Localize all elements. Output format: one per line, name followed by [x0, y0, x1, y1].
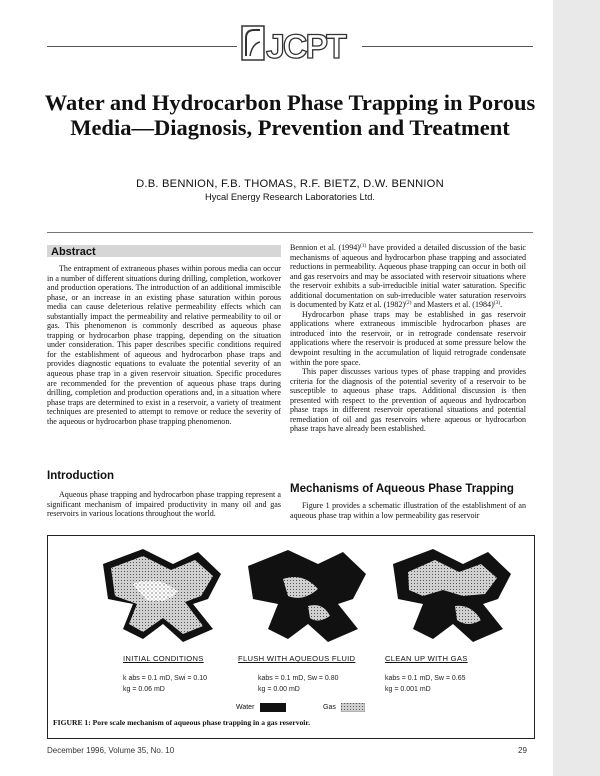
panel-values-3: kabs = 0.1 mD, Sw = 0.65 kg = 0.001 mD [385, 675, 466, 693]
paper-title: Water and Hydrocarbon Phase Trapping in Porous Media—Diagnosis, Prevention and Treatment [44, 90, 536, 140]
panel-label-1: INITIAL CONDITIONS [123, 654, 204, 663]
panel-clean-up-gas [393, 549, 511, 642]
introduction-text: Aqueous phase trapping and hydrocarbon phase trapping represent a significant mechanism of impaired productivity in many oil and gas reservoirs in various locations throughout the world. [47, 490, 281, 519]
paragraph-bennion: Bennion et al. $(1994)^{(1)}$ have provided a detailed discussion of the basic mechanisms of aqueous and hydrocarbon phase trapping and associated reductions in permeability. Aqueous phase trapping can occur in both oil and gas reservoirs and may be associated with reservoir situations where the reservoir exhibits a sub-irreducible initial water saturation. Specific additional documentation on sub-irreducible water saturation reservoirs is documented by Katz et al. $(1982)^{(2)}$ and Masters et al. $(1984)^{(3)}$. [290, 243, 527, 310]
mechanisms-heading: Mechanisms of Aqueous Phase Trapping [290, 483, 514, 495]
legend-gas-swatch [341, 703, 365, 712]
page-margin-band [553, 0, 600, 776]
right-column-body [290, 243, 526, 434]
affiliation: Hycal Energy Research Laboratories Ltd. [204, 192, 375, 202]
legend-water-label: Water [236, 704, 255, 711]
panel-values-1: k abs = 0.1 mD, Swi = 0.10 kg = 0.06 mD [123, 675, 208, 693]
legend-gas-label: Gas [323, 704, 336, 711]
page-number: 29 [518, 746, 527, 755]
figure-caption: FIGURE 1: Pore scale mechanism of aqueous phase trapping in a gas reservoir. [53, 718, 310, 727]
authors: D.B. BENNION, F.B. THOMAS, R.F. BIETZ, D.W. BENNION [136, 178, 444, 190]
paragraph-hydrocarbon-traps: Hydrocarbon phase traps may be established in gas reservoir applications where extraneous immiscible hydrocarbon phases are introduced into the reservoir, or in retrograde condensate reservoir applications where the reservoir is produced at some pressure below the dewpoint resulting in the accumulation of liquid retrograde condensate within the pore space. [290, 309, 526, 367]
panel-label-3: CLEAN UP WITH GAS [385, 654, 468, 663]
paragraph-paper-scope: This paper discusses various types of phase trapping and provides criteria for the diagnosis of the potential severity of a reservoir to be susceptible to aqueous phase traps. Additional discussion is then presented with respect to the prevention of aqueous and hydrocarbon phase traps in different reservoir operational situations and potential remediation of oil and gas reservoirs where aqueous or hydrocarbon phase traps have already been established. [290, 367, 526, 434]
header-rule-right [362, 46, 533, 47]
panel-flush-aqueous [248, 550, 366, 642]
panel-initial-conditions [103, 549, 221, 642]
footer-issue: December 1996, Volume 35, No. 10 [47, 746, 175, 755]
legend-water-swatch [260, 703, 286, 712]
title-rule [47, 232, 533, 233]
header-rule-left [47, 46, 237, 47]
journal-logo [240, 18, 358, 68]
mechanisms-text: Figure 1 provides a schematic illustration of the establishment of an aqueous phase trap within a low permeability gas reservoir [290, 501, 526, 520]
abstract-body [47, 264, 281, 426]
pore-scale-diagram [48, 544, 534, 654]
figure-1 [47, 535, 535, 739]
mechanisms-body [290, 501, 526, 520]
abstract-text: The entrapment of extraneous phases within porous media can occur in a number of different situations during drilling, completion, workover and production operations. The introduction of an additional immiscible phase, or an increase in an existing phase saturation within porous media can cause deleterious relative permeability effects which can substantially impact the permeability and relative permeability to oil or gas. This phenomenon is commonly described as aqueous phase trapping or hydrocarbon phase trapping, depending on the situation under consideration. This paper describes specific conditions required for the establishment of aqueous and hydrocarbon phase traps and provides diagnostic equations to evaluate the potential severity of an aqueous phase trap in a given reservoir situation. Specific procedures are recommended for the prevention of aqueous phase traps during drilling, completion and production operations and, in a situation where phase traps are determined to exist in a reservoir, a variety of treatment techniques are presented to attempt to remove or reduce the severity of the aqueous or hydrocarbon phase trapping phenomenon. [47, 264, 281, 426]
panel-values-2: kabs = 0.1 mD, Sw = 0.80 kg = 0.00 mD [258, 675, 339, 693]
introduction-heading: Introduction [47, 470, 115, 482]
logo-text: JCPT [266, 28, 345, 66]
panel-label-2: FLUSH WITH AQUEOUS FLUID [238, 654, 356, 663]
introduction-body [47, 490, 281, 519]
abstract-heading: Abstract [51, 246, 96, 258]
